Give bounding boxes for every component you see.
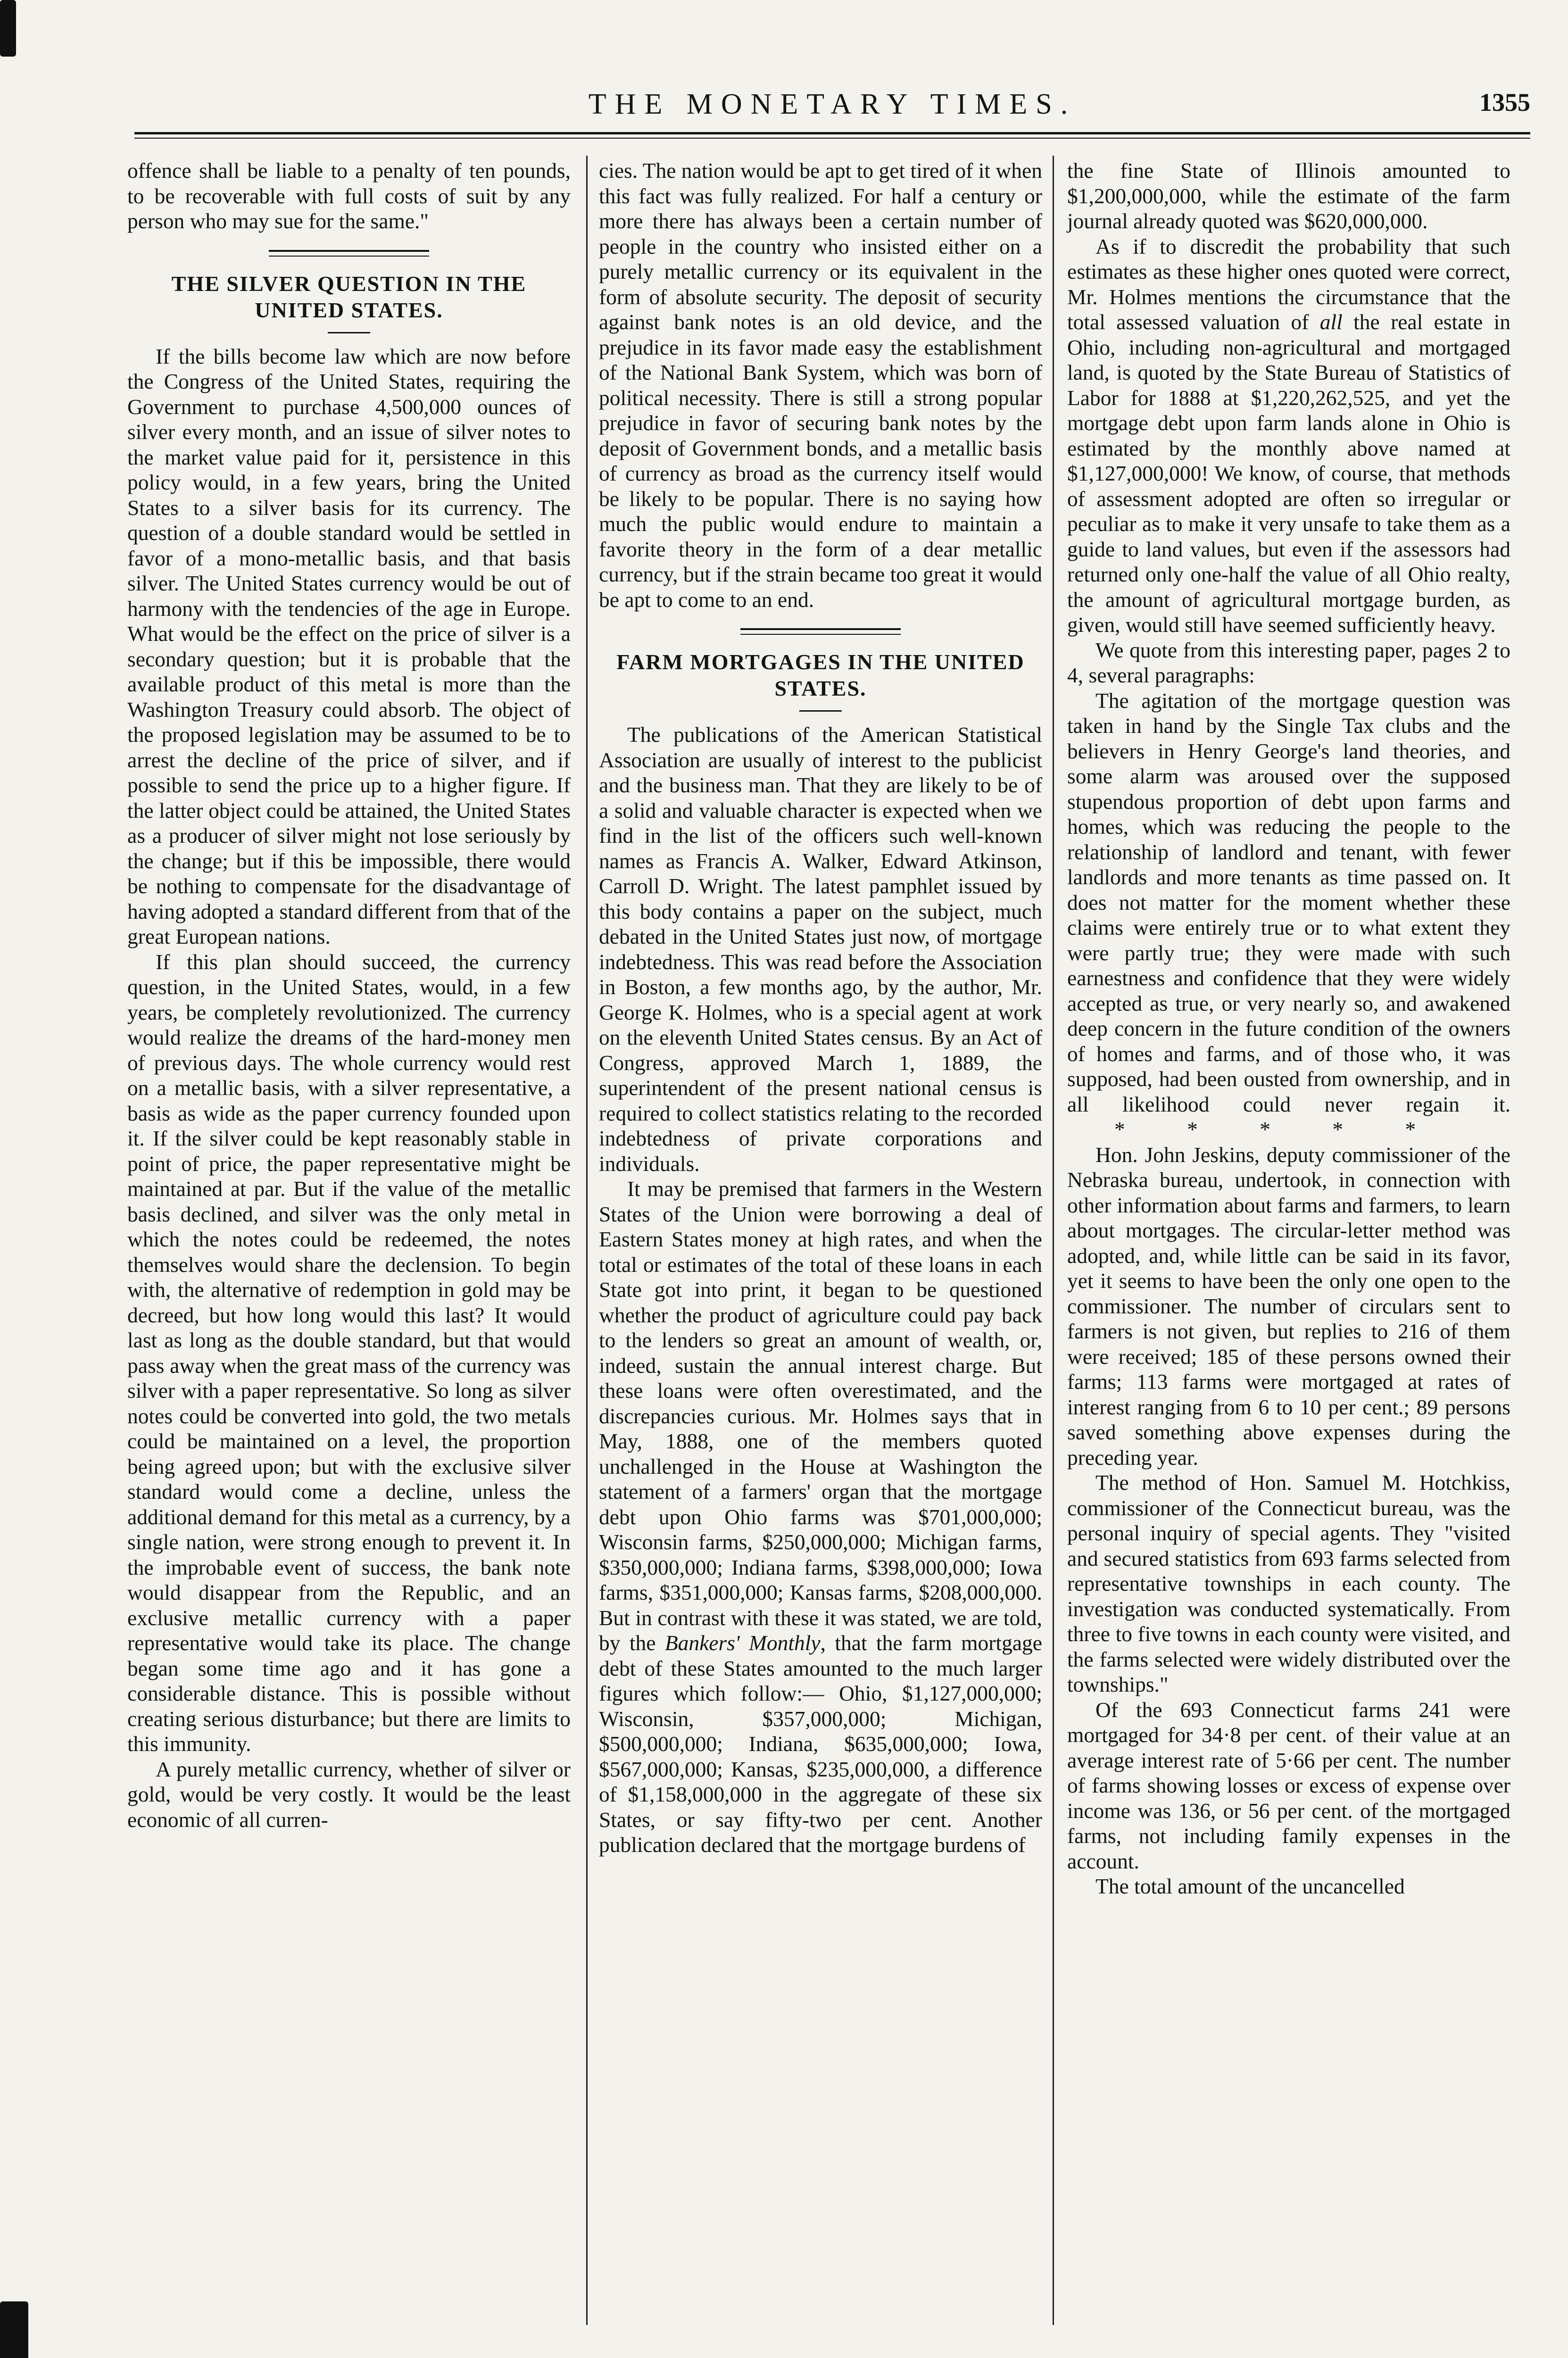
column-3 xyxy=(1067,158,1510,1899)
paragraph xyxy=(599,1176,1042,1858)
binding-edge-mark-bottom xyxy=(0,2301,28,2358)
paragraph: cies. The nation would be apt to get tired of it when this fact was fully realized. For half a century or more there has always been a certain number of people in the country who insisted either on a purely metallic currency or its equivalent in the form of absolute security. The deposit of security against bank notes is an old device, and the prejudice in its favor made easy the establishment of the National Bank System, which was born of political necessity. There is still a strong popular prejudice in favor of securing bank notes by the deposit of Government bonds, and a metallic basis of currency as broad as the currency itself would be likely to be popular. There is no saying how much the public would endure to maintain a favorite theory in the form of a dear metallic currency, but if the strain became too great it would be apt to come to an end. xyxy=(599,158,1042,612)
article-heading-silver-question: THE SILVER QUESTION IN THE UNITED STATES. xyxy=(171,271,527,322)
binding-edge-mark xyxy=(0,0,16,57)
section-divider xyxy=(269,250,429,257)
text-run: As if to discredit the probability that such estimates as these higher ones quoted were correct, Mr. Holmes mentions the circumstance that the total assessed valuation of xyxy=(1067,234,1510,334)
paragraph: The total amount of the uncancelled xyxy=(1095,1874,1405,1898)
paragraph: offence shall be liable to a penalty of ten pounds, to be recoverable with full costs of suit by any person who may sue for the same." xyxy=(127,158,571,233)
paragraph: Hon. John Jeskins, deputy commissioner of the Nebraska bureau, undertook, in connection with other information about farms and farmers, to learn about mortgages. The circular-letter method was adopted, and, while little can be said in its favor, yet it seems to have been the only one open to the commissioner. The number of circulars sent to farmers is not given, but replies to 216 of them were received; 185 of these persons owned their farms; 113 farms were mortgaged at rates of interest ranging from 6 to 10 per cent.; 89 persons saved something above expenses during the preceding year. xyxy=(1067,1142,1510,1470)
text-run: the real estate in Ohio, including non-agricultural and mortgaged land, is quoted by the State Bureau of Statistics of Labor for 1888 at $1,220,262,525, and yet the mortgage debt upon farm lands alone in Ohio is estimated by the monthly above named at $1,127,000,000! We know, of course, that methods of assessment adopted are often so irregular or peculiar as to make it very unsafe to take them as a guide to land values, but even if the assessors had returned only one-half the value of all Ohio realty, the amount of agricultural mortgage burden, as given, would still have seemed sufficiently heavy. xyxy=(1067,310,1510,637)
text-run: It may be premised that farmers in the Western States of the Union were borrowing a deal of Eastern States money at high rates, and when the total or estimates of the total of these loans in each State got into print, it began to be questioned whether the product of agriculture could pay back to the lenders so great an amount of wealth, or, indeed, sustain the annual interest charge. But these loans were often overestimated, and the discrepancies curious. Mr. Holmes says that in May, 1888, one of the members quoted unchallenged in the House at Washington the statement of a farmers' organ that the mortgage debt upon Ohio farms was $701,000,000; Wisconsin farms, $250,000,000; Michigan farms, $350,000,000; Indiana farms, $398,000,000; Iowa farms, $351,000,000; Kansas farms, $208,000,000. But in contrast with these it was stated, we are told, by the xyxy=(599,1177,1042,1655)
masthead-title: THE MONETARY TIMES. xyxy=(588,88,1077,120)
paragraph: We quote from this interesting paper, pages 2 to 4, several paragraphs: xyxy=(1067,638,1510,687)
heading-rule xyxy=(799,710,842,712)
header-rule-thin xyxy=(134,138,1530,139)
paragraph: The method of Hon. Samuel M. Hotchkiss, commissioner of the Connecticut bureau, was the personal inquiry of special agents. They "visited and secured statistics from 693 farms selected from representative townships in each county. The investigation was conducted systematically. From three to five towns in each county were visited, and the farms selected were widely distributed over the townships." xyxy=(1067,1470,1510,1696)
paragraph xyxy=(1067,234,1510,638)
ellipsis-stars: * * * * * xyxy=(1114,1117,1444,1141)
section-divider xyxy=(740,628,901,635)
paragraph: If this plan should succeed, the currency question, in the United States, would, in a few years, be completely revolutionized. The currency would realize the dreams of the hard-money men of previous days. The whole currency would rest on a metallic basis, with a silver representative, a basis as wide as the paper currency founded upon it. If the silver could be kept reasonably stable in point of price, the paper representative might be maintained at par. But if the value of the metallic basis declined, and silver was the only metal in which the notes could be redeemed, the notes themselves would share the declension. To begin with, the alternative of redemption in gold may be decreed, but how long would this last? It would last as long as the double standard, but that would pass away when the great mass of the currency was silver with a paper representative. So long as silver notes could be converted into gold, the two metals could be maintained on a level, the proportion being agreed upon; but with the exclusive silver standard would come a decline, unless the additional demand for this metal as a currency, by a single nation, were strong enough to prevent it. In the improbable event of success, the bank note would disappear from the Republic, and an exclusive metallic currency with a paper representative would take its place. The change began some time ago and it has gone a considerable distance. This is possible without creating serious disturbance; but there are limits to this immunity. xyxy=(127,949,571,1756)
column-divider-2 xyxy=(1053,156,1054,2325)
text-run: The agitation of the mortgage question was taken in hand by the Single Tax clubs and the believers in Henry George's land theories, and some alarm was aroused over the supposed stupendous proportion of debt upon farms and homes, which was reducing the people to the relationship of landlord and tenant, with fewer landlords and more tenants as time passed on. It does not matter for the moment whether these claims were entirely true or to what extent they were partly true; they were made with such earnestness and confidence that they were widely accepted as true, or very nearly so, and awakened deep concern in the future condition of the owners of homes and farms, and of those who, it was supposed, had been ousted from ownership, and in all likelihood could never regain it. xyxy=(1067,688,1510,1116)
italic-word: all xyxy=(1319,310,1343,334)
page-number: 1355 xyxy=(1479,88,1530,116)
heading-rule xyxy=(328,332,370,333)
paragraph: If the bills become law which are now before the Congress of the United States, requiring the Government to purchase 4,500,000 ounces of silver every month, and an issue of silver notes to the market value paid for it, persistence in this policy would, in a few years, bring the United States to a silver basis for its currency. The question of a double standard would be settled in favor of a mono-metallic basis, and that basis silver. The United States currency would be out of harmony with the tendencies of the age in Europe. What would be the effect on the price of silver is a secondary question; but it is probable that the available product of this metal is more than the Washington Treasury could absorb. The object of the proposed legislation may be assumed to be to arrest the decline of the price of silver, and if possible to send the price up to a higher figure. If the latter object could be attained, the United States as a producer of silver might not lose seriously by the change; but if this be impossible, there would be nothing to compensate for the disadvantage of having adopted a standard different from that of the great European nations. xyxy=(127,344,571,948)
paragraph: the fine State of Illinois amounted to $1,200,000,000, while the estimate of the farm journal already quoted was $620,000,000. xyxy=(1067,158,1510,233)
text-run: , that the farm mortgage debt of these States amounted to the much larger figures which follow:— Ohio, $1,127,000,000; Wisconsin, $357,000,000; Michigan, $500,000,000; Indiana, $635,000,000; Iowa, $567,000,000; Kansas, $235,000,000, a difference of $1,158,000,000 in the aggregate of these six States, or say fifty-two per cent. Another publication declared that the mortgage burdens of xyxy=(599,1631,1042,1857)
paragraph xyxy=(1067,688,1510,1142)
italic-title: Bankers' Monthly xyxy=(664,1631,821,1655)
header-rule xyxy=(134,132,1530,134)
article-heading-farm-mortgages: FARM MORTGAGES IN THE UNITED STATES. xyxy=(616,650,1025,700)
column-divider-1 xyxy=(586,156,588,2325)
column-1 xyxy=(127,158,571,1832)
paragraph: Of the 693 Connecticut farms 241 were mortgaged for 34·8 per cent. of their value at an average interest rate of 5·66 per cent. The number of farms showing losses or excess of expense over income was 136, or 56 per cent. of the mortgaged farms, not including family expenses in the account. xyxy=(1067,1697,1510,1873)
paragraph: The publications of the American Statistical Association are usually of interest to the publicist and the business man. That they are likely to be of a solid and valuable character is expected when we find in the list of the officers such well-known names as Francis A. Walker, Edward Atkinson, Carroll D. Wright. The latest pamphlet issued by this body contains a paper on the subject, much debated in the United States just now, of mortgage indebtedness. This was read before the Association in Boston, a few months ago, by the author, Mr. George K. Holmes, who is a special agent at work on the eleventh United States census. By an Act of Congress, approved March 1, 1889, the superintendent of the present national census is required to collect statistics relating to the recorded indebtedness of private corporations and individuals. xyxy=(599,722,1042,1176)
page-header xyxy=(134,84,1530,126)
paragraph: A purely metallic currency, whether of silver or gold, would be very costly. It would be the least economic of all curren- xyxy=(127,1757,571,1832)
column-2 xyxy=(599,158,1042,1858)
